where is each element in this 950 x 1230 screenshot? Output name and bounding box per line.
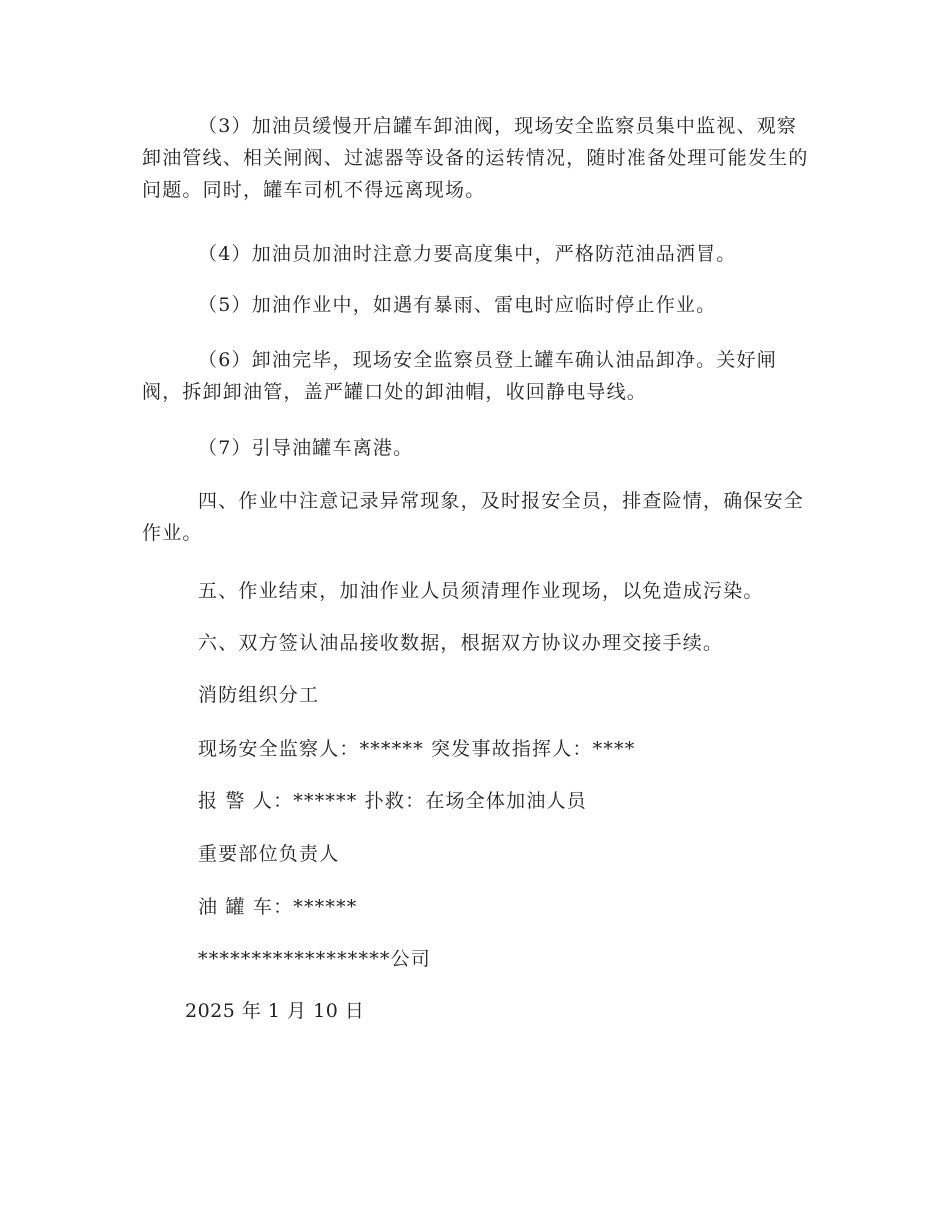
paragraph-step-7: （7）引导油罐车离港。 — [198, 437, 414, 459]
paragraph-step-5: （5）加油作业中，如遇有暴雨、雷电时应临时停止作业。 — [198, 294, 717, 316]
paragraph-section-4: 四、作业中注意记录异常现象，及时报安全员，排查险情，确保安全作业。 — [142, 490, 805, 544]
paragraph-section-6: 六、双方签认油品接收数据，根据双方协议办理交接手续。 — [198, 632, 724, 654]
alarm-line: 报 警 人：****** 扑救：在场全体加油人员 — [198, 790, 587, 812]
document-date: 2025 年 1 月 10 日 — [185, 1000, 365, 1022]
fire-section-heading: 消防组织分工 — [198, 684, 320, 706]
paragraph-step-6: （6）卸油完毕，现场安全监察员登上罐车确认油品卸净。关好闸阀，拆卸卸油管，盖严罐口处的卸油帽，收回静电导线。 — [142, 349, 777, 403]
paragraph-step-4: （4）加油员加油时注意力要高度集中，严格防范油品洒冒。 — [198, 243, 737, 265]
tanker-line: 油 罐 车：****** — [198, 896, 358, 918]
paragraph-section-5: 五、作业结束，加油作业人员须清理作业现场，以免造成污染。 — [198, 580, 764, 602]
company-line: ******************公司 — [198, 948, 432, 970]
paragraph-step-3: （3）加油员缓慢开启罐车卸油阀，现场安全监察员集中监视、观察卸油管线、相关闸阀、过滤器等设备的运转情况，随时准备处理可能发生的问题。同时，罐车司机不得远离现场。 — [142, 115, 809, 201]
key-position-heading: 重要部位负责人 — [198, 843, 340, 865]
supervisor-line: 现场安全监察人：****** 突发事故指挥人：**** — [198, 738, 636, 760]
